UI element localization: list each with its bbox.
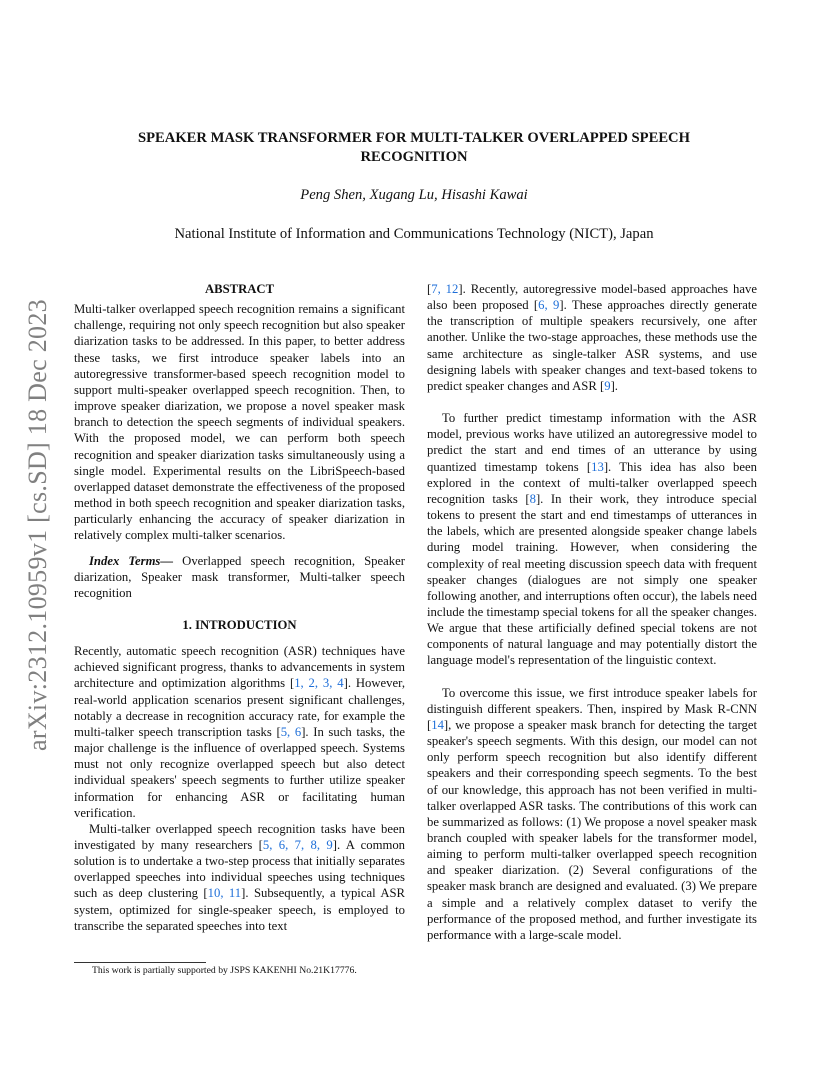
citation-link[interactable]: 6, 9 (538, 298, 560, 313)
title-line-1: SPEAKER MASK TRANSFORMER FOR MULTI-TALKER OVERLAPPED SPEECH (138, 130, 690, 146)
citation-link[interactable]: 8 (529, 491, 536, 506)
footnote-divider (74, 962, 206, 963)
index-terms (74, 553, 405, 601)
citation-link[interactable]: 14 (431, 717, 444, 732)
citation-link[interactable]: 9 (604, 378, 611, 393)
index-terms-label: Index Terms— (89, 553, 174, 568)
intro-paragraph-3 (427, 410, 757, 669)
abstract-heading: ABSTRACT (204, 282, 275, 296)
authors: Peng Shen, Xugang Lu, Hisashi Kawai (300, 187, 528, 203)
intro-paragraph-2 (74, 821, 405, 934)
citation-link[interactable]: 5, 6 (280, 724, 302, 739)
citation-link[interactable]: 5, 6, 7, 8, 9 (262, 838, 333, 852)
text-run: ], we propose a speaker mask branch for detecting the target speaker's speech segments. With this design, our model can not only perform speech recognition but also identify different speakers and their corresponding speech segments. To the best of our knowledge, this approach has not been verified in multi-talker overlapped ASR tasks. The contributions of this work can be summarized as follows: (1) We propose a novel speaker mask branch coupled with speaker labels for the transformer model, aiming to perform multi-talker overlapped speech recognition and speaker diarization. (2) Several configurations of the speaker mask branch are designed and evaluated. (3) We prepare a simple and a relatively complex dataset to verify the performance of the proposed method, and further investigate its performance with a large-scale model. (427, 717, 757, 942)
text-run: ]. However, real-world application scenarios present significant challenges, notably a decrease in recognition accuracy rate, for example the multi-talker speech transcription tasks [ (74, 676, 406, 739)
text-run: ]. In such tasks, the major challenge is the influence of overlapped speech. Systems must not only recognize overlapped speech but also detect individual speakers' speech segments to further utilize speaker information for enhancing ASR or facilitating human verification. (74, 724, 405, 820)
citation-link[interactable]: 1, 2, 3, 4 (294, 676, 344, 691)
left-column (74, 281, 405, 934)
text-run: ]. Subsequently, a typical ASR system, optimized for single-speaker speech, is employed to transcribe the separated speeches into text (74, 886, 406, 933)
arxiv-identifier (18, 290, 58, 760)
arxiv-identifier-text: arXiv:2312.10959v1 [cs.SD] 18 Dec 2023 (23, 299, 52, 751)
text-run: Recently, automatic speech recognition (ASR) techniques have achieved significant progress, thanks to advancements in system architecture and optimization algorithms [ (74, 644, 405, 691)
text-run: ]. These approaches directly generate the transcription of multiple speakers recursively, one after another. Unlike the two-stage approaches, these methods use the same architecture as single-talker ASR systems, and use designing labels with speaker changes and text-based tokens to predict speaker changes and ASR [ (427, 298, 757, 393)
intro-paragraph-1 (74, 643, 405, 821)
intro-paragraph-4 (427, 685, 757, 944)
title-line-2: RECOGNITION (360, 149, 468, 165)
text-run: ]. In their work, they introduce special tokens to present the start and end timestamps of utterances in the labels, which are presented alongside speaker change labels during model training. However, when considering the complexity of real meeting discussion speech data with frequent speaker changes (dialogues are not simply one speaker following another, and interruptions often occur), the labels need include the timestamp special tokens for all the speaker changes. We argue that these artificially defined special tokens are not components of natural language and may potentially distort the language model's representation of the linguistic context. (427, 491, 757, 668)
footnote: This work is partially supported by JSPS KAKENHI No.21K17776. (92, 965, 357, 976)
text-run: ]. Recently, autoregressive model-based approaches have also been proposed [ (427, 282, 758, 313)
text-run: ]. (610, 378, 618, 393)
introduction-heading: 1. INTRODUCTION (182, 617, 297, 632)
citation-link[interactable]: 7, 12 (431, 282, 459, 296)
paper-title (90, 129, 738, 167)
citation-link[interactable]: 13 (591, 459, 604, 474)
affiliation: National Institute of Information and Communications Technology (NICT), Japan (174, 226, 654, 242)
text-run: ]. This idea has also been explored in the context of multi-talker overlapped speech recognition tasks [ (427, 459, 757, 506)
text-run: ]. A common solution is to undertake a two-step process that initially separates overlapped speeches into individual speeches using techniques such as deep clustering [ (74, 838, 406, 901)
text-run: To overcome this issue, we first introduce speaker labels for distinguish different speakers. Then, inspired by Mask R-CNN [ (427, 685, 757, 732)
text-run: Multi-talker overlapped speech recognition tasks have been investigated by many researchers [ (74, 821, 405, 852)
citation-link[interactable]: 10, 11 (207, 886, 242, 901)
right-column (427, 281, 757, 943)
index-terms-text: Overlapped speech recognition, Speaker diarization, Speaker mask transformer, Multi-talker speech recognition (74, 553, 405, 600)
intro-paragraph-2-continued (427, 281, 757, 394)
text-run: [ (427, 282, 432, 296)
abstract-text: Multi-talker overlapped speech recognition remains a significant challenge, requiring not only speech recognition but also speaker diarization tasks to be addressed. In this paper, to better address these tasks, we first introduce speaker labels into an autoregressive transformer-based speech recognition model to support multi-speaker overlapped speech recognition. Then, to improve speaker diarization, we propose a novel speaker mask branch to detection the speech segments of individual speakers. With the proposed model, we can perform both speech recognition and speaker diarization tasks simultaneously using a single model. Experimental results on the LibriSpeech-based overlapped dataset demonstrate the effectiveness of the proposed method in both speech recognition and speaker diarization tasks, particularly enhancing the accuracy of speaker diarization in relatively complex multi-talker scenarios. (74, 302, 405, 543)
text-run: To further predict timestamp information with the ASR model, previous works have utilized an autoregressive model to predict the start and end times of an utterance by using quantized timestamp tokens [ (427, 411, 757, 474)
